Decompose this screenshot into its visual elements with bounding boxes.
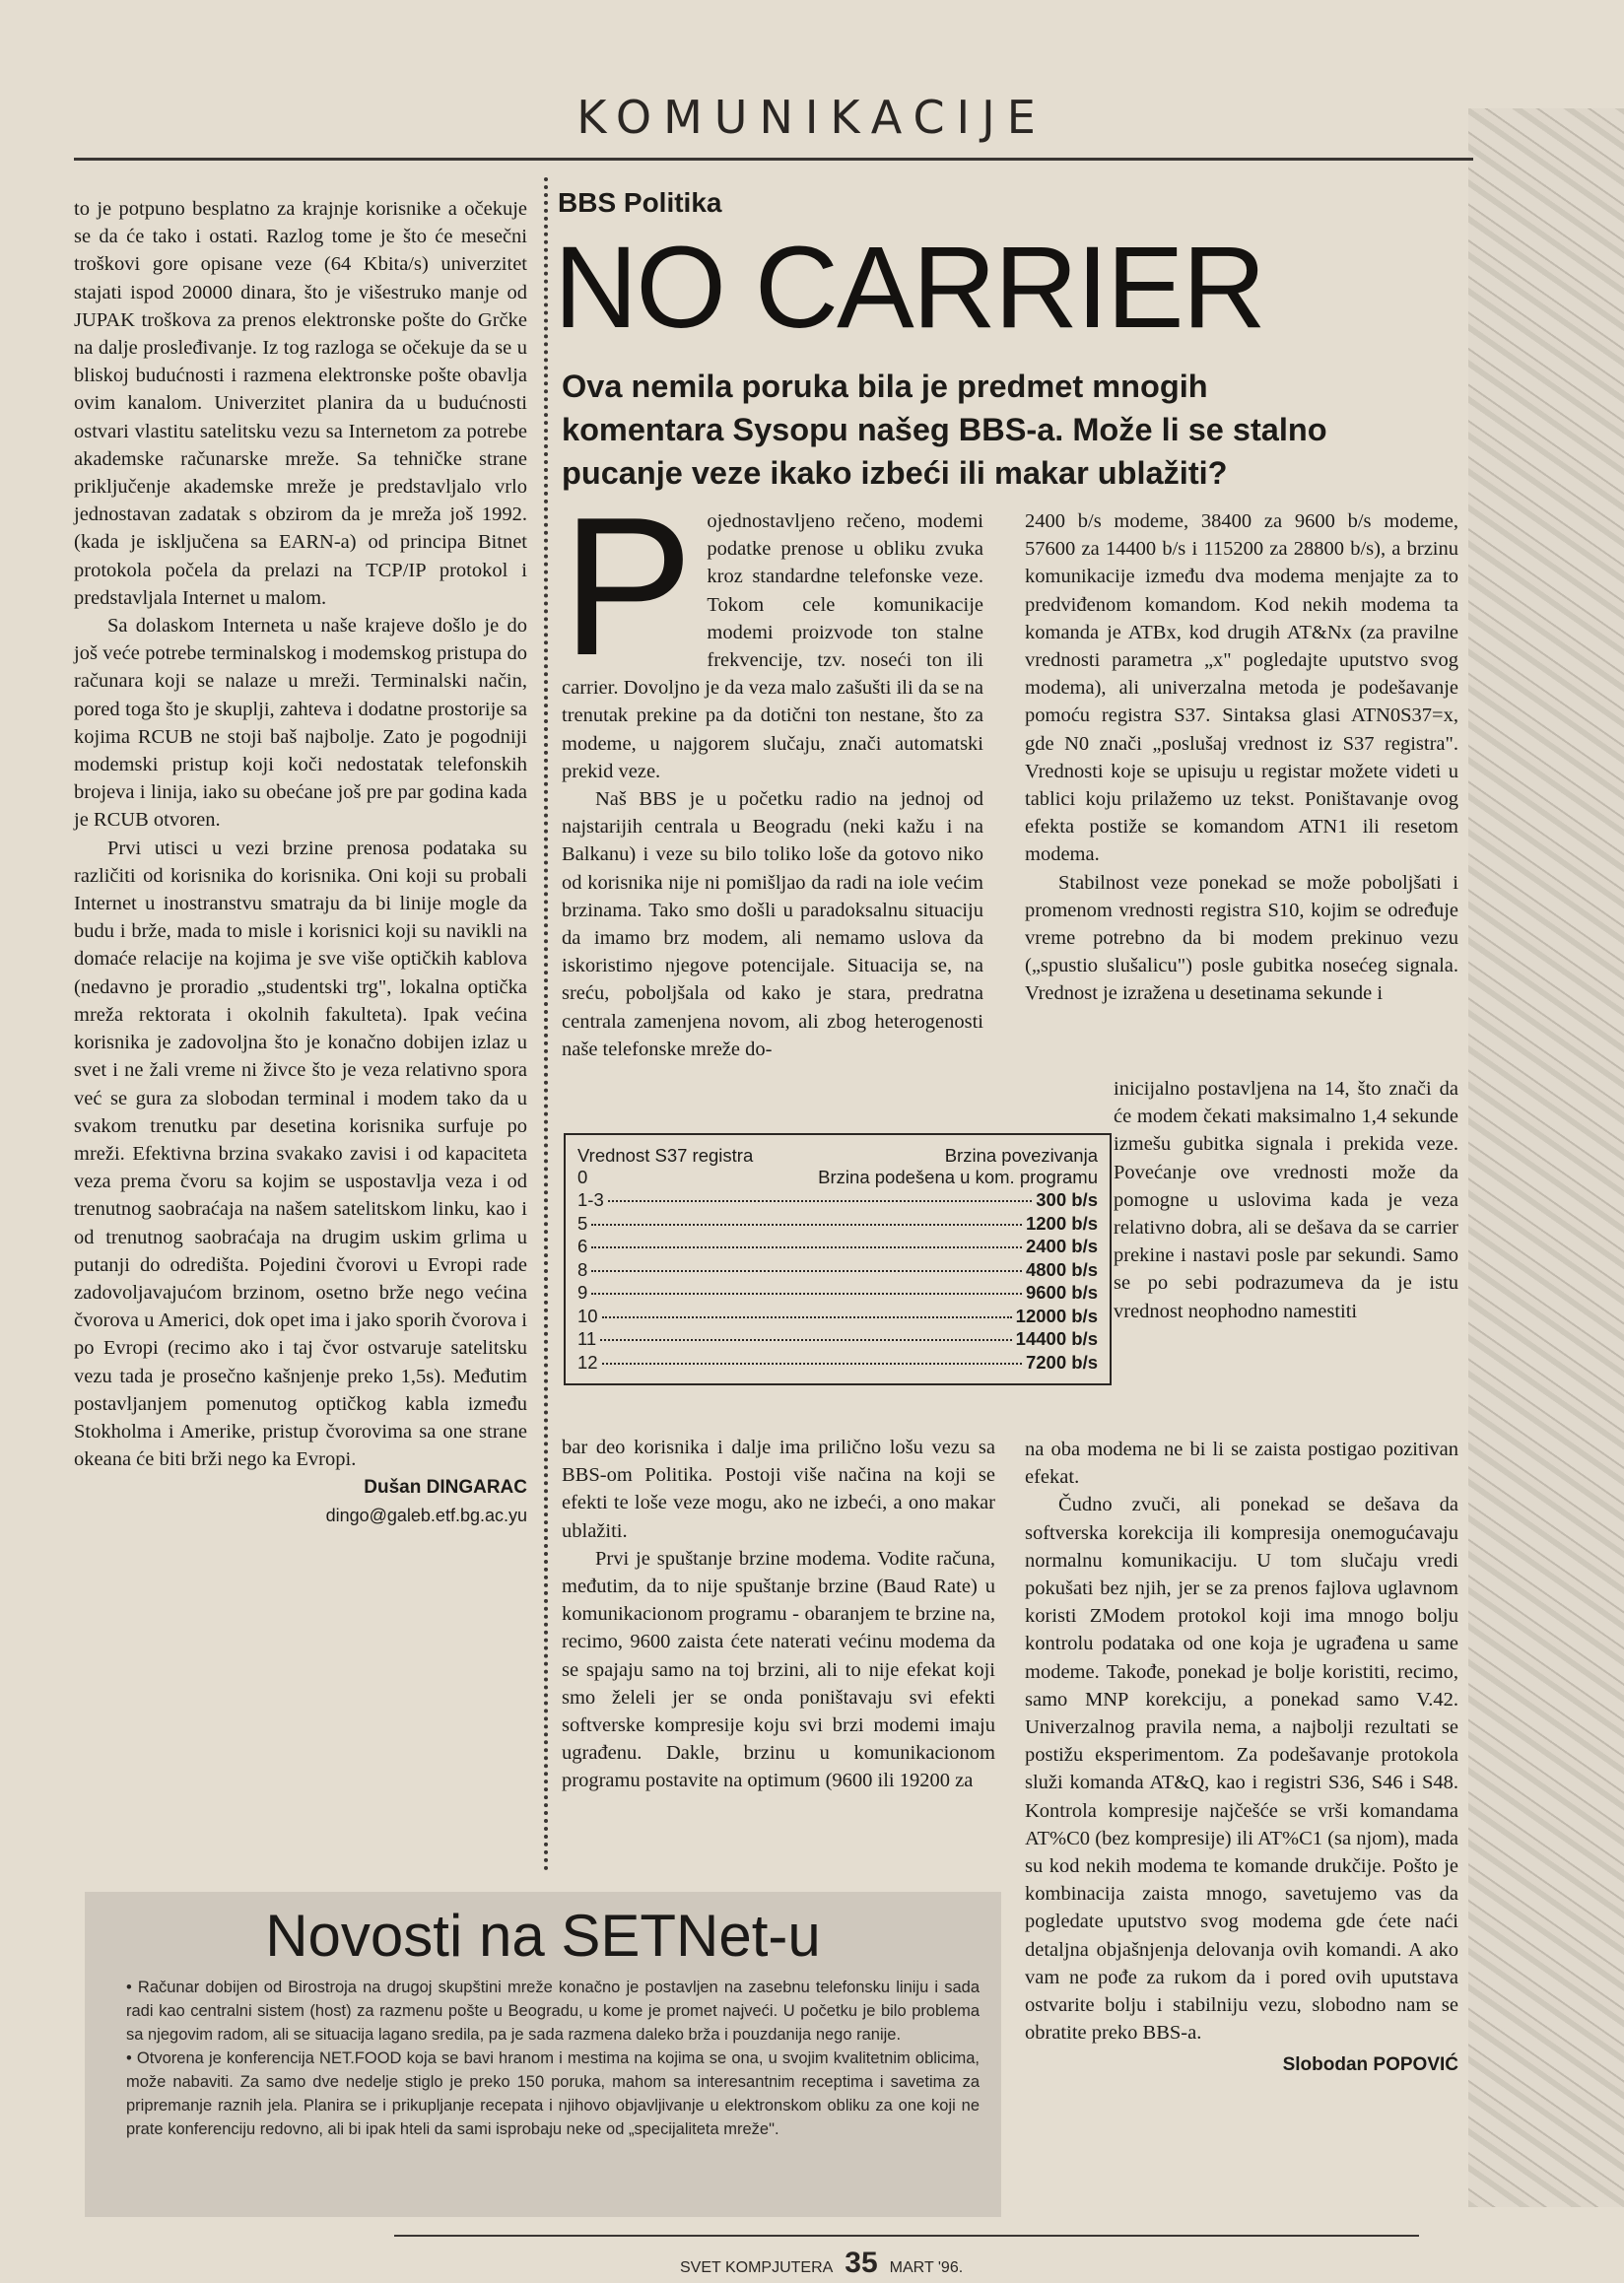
table-row-key: 1-3 bbox=[577, 1189, 604, 1210]
news-item: • Računar dobijen od Birostroja na drugoj skupštini mreže konačno je postavljen na zasebnu telefonsku liniju i sada radi kao centralni sistem (host) za razmenu pošte u Beogradu, u kome je promet najveći. U početku je bilo problema sa njegovim radom, ali se situacija lagano sredila, pa je sada razmena daleko brža i pouzdanija nego ranije. bbox=[126, 1979, 980, 2044]
article-paragraph: ojednostavljeno rečeno, modemi podatke prenose u obliku zvuka kroz standardne telefonske veze. Tokom cele komunikacije modemi proizvode ton stalne frekvencije, tzv. noseći ton ili carrier. Dovoljno je da veza malo zašušti ili da se na trenutak prekine pa da dotični ton nestane, što za modeme, u najgorem slučaju, znači automatski prekid veze. bbox=[562, 510, 983, 782]
article-paragraph: Prvi je spuštanje brzine modema. Vodite računa, međutim, da to nije spuštanje brzine (Baud Rate) u komunikacionom programu - obaranjem te brzine na, recimo, 9600 zaista ćete naterati većinu modema da se spajaju samo na toj brzini, ali to nije efekat koji smo želeli jer se onda poništavaju svi efekti softverske kompresije koju svi brzi modemi imaju ugrađenu. Dakle, brzinu u komunikacionom programu postavite na optimum (9600 ili 19200 za bbox=[562, 1547, 995, 1792]
table-row bbox=[577, 1235, 1098, 1258]
table-header-speed: Brzina povezivanja bbox=[944, 1145, 1098, 1166]
news-box bbox=[85, 1892, 1001, 2217]
s37-speed-table bbox=[564, 1133, 1112, 1385]
left-author-email: dingo@galeb.etf.bg.ac.yu bbox=[325, 1506, 527, 1526]
article-paragraph: 2400 b/s modeme, 38400 za 9600 b/s modeme, 57600 za 14400 b/s i 115200 za 28800 b/s), a brzinu komunikacije između dva modema menjajte za to predviđenom komandom. Kod nekih modema ta komanda je ATBx, kod drugih AT&Nx (za pravilne vrednosti parametra „x" pogledajte uputstvo svog modema), ali univerzalna metoda je podešavanje pomoću registra S37. Sintaksa glasi ATN0S37=x, gde N0 znači „poslušaj vrednost iz S37 registra". Vrednosti koje se upisuju u registar možete videti u tablici koju prilažemo uz tekst. Poništavanje ovog efekta postiže se komandom ATN1 ili resetom modema. bbox=[1025, 510, 1458, 866]
column-separator bbox=[544, 177, 548, 1872]
left-paragraph: Sa dolaskom Interneta u naše krajeve došlo je do još veće potrebe terminalskog i modemskog pristupa do računara koji se nalaze u mreži. Terminalski način, pored toga što je skuplji, zahteva i dodatne prostorije sa kojima RCUB ne stoji baš najbolje. Zato je pogodniji modemski pristup koji koči nedostatak telefonskih brojeva i linija, iako su obećane još pre par godina kada je RCUB otvoren. bbox=[74, 615, 527, 832]
decorative-side-strip bbox=[1468, 108, 1624, 2207]
article-section-label: BBS Politika bbox=[558, 187, 722, 218]
article-paragraph: bar deo korisnika i dalje ima prilično lošu vezu sa BBS-om Politika. Postoji više načina na koji se efekti te loše veze mogu, ako ne izbeći, a ono makar ublažiti. bbox=[562, 1437, 995, 1542]
table-row bbox=[577, 1351, 1098, 1375]
article-paragraph: Čudno zvuči, ali ponekad se dešava da softverska korekcija ili kompresija onemogućavaju normalnu komunikaciju. U tom slučaju vredi pokušati bez njih, jer se za prenos fajlova uglavnom koristi ZModem protokol koji ima mnogo bolju kontrolu podataka od one koja je ugrađena u same modeme. Takođe, ponekad je bolje koristiti, recimo, samo MNP korekciju, a ponekad samo V.42. Univerzalnog pravila nema, a najbolji rezultati se postižu eksperimentom. Za podešavanje protokola služi komanda AT&Q, kao i registri S36, S46 i S48. Kontrola kompresije najčešće se vrši komandama AT%C0 (bez kompresije) ili AT%C1 (sa njom), mada su kod nekih modema te komande drukčije. Pošto je kombinacija zaista mnogo, savetujemo vas da pogledate uputstvo svog modema gde ćete naći detaljna objašnjenja delovanja ovih komandi. A ako vam ne pođe za rukom da i pored ovih uputstava ostvarite bolju i stabilniju vezu, slobodno nam se obratite preko BBS-a. bbox=[1025, 1494, 1458, 2045]
table-row-value: 300 b/s bbox=[1036, 1189, 1098, 1210]
drop-cap: P bbox=[562, 477, 694, 697]
left-author: Dušan DINGARAC bbox=[364, 1477, 527, 1499]
table-row-key: 9 bbox=[577, 1282, 588, 1303]
table-row-value: 14400 b/s bbox=[1015, 1328, 1098, 1349]
article-headline: NO CARRIER bbox=[554, 223, 1264, 353]
article-paragraph: na oba modema ne bi li se zaista postigao pozitivan efekat. bbox=[1025, 1439, 1458, 1489]
table-row bbox=[577, 1188, 1098, 1212]
page-footer bbox=[680, 2247, 963, 2280]
table-row-key: 10 bbox=[577, 1305, 598, 1326]
article-column-2-top bbox=[1025, 507, 1458, 1008]
table-header-register: Vrednost S37 registra bbox=[577, 1145, 754, 1166]
table-row bbox=[577, 1258, 1098, 1282]
table-row bbox=[577, 1212, 1098, 1236]
table-row-value: 7200 b/s bbox=[1025, 1351, 1098, 1373]
left-paragraph: to je potpuno besplatno za krajnje korisnike a očekuje se da će tako i ostati. Razlog tome je što će mesečni troškovi gore opisane veze (64 Kbita/s) univerzitet stajati ispod 20000 dinara, što je višestruko manje od JUPAK troškova za prenos elektronske pošte do Grčke na dalje prosleđivanje. Iz tog razloga se očekuje da se u bliskoj budućnosti i razmena elektronske pošte obavlja ovim kanalom. Univerzitet planira da u budućnosti ostvari vlastitu satelitsku vezu sa Internetom za potrebe akademske računarske mreže. Sa tehničke strane priključenje akademske mreže je predstavljalo vrlo jednostavan zadatak s obzirom da je mreža još 1992. (kada je isključena sa EARN-a) od principa Bitnet protokola počela da prelazi na TCP/IP protokol i predstavljala Internet u malom. bbox=[74, 198, 527, 609]
article-paragraph: inicijalno postavljena na 14, što znači da će modem čekati maksimalno 1,4 sekunde izmešu gubitka signala i prekida veze. Povećanje ove vrednosti može da pomogne u uslovima kada je veza relativno dobra, ali se dešava da se carrier prekine i nastavi posle par sekundi. Samo se po sebi podrazumeva da je istu vrednost neophodno namestiti bbox=[1114, 1078, 1458, 1322]
table-row-key: 11 bbox=[577, 1328, 597, 1349]
left-paragraph: Prvi utisci u vezi brzine prenosa podataka su različiti od korisnika do korisnika. Oni koji su probali Internet u inostranstvu smatraju da bi linije mogle da budu i brže, mada to misle i korisnici koji su navikli na domaće relacije na kojima je sve više optičkih kablova (nedavno je proradio „studentski trg", lokalna optička mreža rektorata i okolnih fakulteta). Ipak većina korisnika je zadovoljna što je konačno dobijen izlaz u svet i ne žali vreme ni živce što je veza relativno spora već se gura za slobodan terminal i modem tako da u svakom trenutku par desetina korisnika surfuje po mreži. Efektivna brzina svakako zavisi i od kapaciteta veza prema čvoru sa kojim se uspostavlja veza i od trenutnog saobraćaja na našem satelitskom linku, kao i od trenutnog saobraćaja na drugim uskim grlima u putanji do odredišta. Pojedini čvorovi u Evropi rade zadovoljavajućom brzinom, osetno brže nego većina čvorova u Americi, dok opet ima i jako sporih čvorova i po Evropi (recimo ako i taj čvor ostvaruje satelitsku vezu tada je prosečno kašnjenje preko 1,5s). Međutim postavljanjem pomenutog optičkog kabla između Stokholma i Amerike, pristup čvorovima sa one strane okeana će biti brži nego ka Evropi. bbox=[74, 837, 527, 1471]
table-row-value: 4800 b/s bbox=[1025, 1258, 1098, 1280]
table-row-value: Brzina podešena u kom. programu bbox=[818, 1167, 1098, 1187]
article-lead: Ova nemila poruka bila je predmet mnogih komentara Sysopu našeg BBS-a. Može li se stalno pucanje veze ikako izbeći ili makar ublažiti? bbox=[562, 369, 1327, 491]
article-paragraph: Naš BBS je u početku radio na jednoj od najstarijih centrala u Beogradu (neki kažu i na Balkanu) i veze su bilo toliko loše da gotovo niko od korisnika nije ni pomišljao da radi na iole većim brzinama. Tako smo došli u paradoksalnu situaciju da imamo brz modem, ali nemamo uslova da iskoristimo njegove potencijale. Situacija se, na sreću, poboljšala od kako je stara, predratna centrala zamenjena novom, ali zbog heterogenosti naše telefonske mreže do- bbox=[562, 788, 983, 1060]
article-column-1-top bbox=[562, 477, 983, 1063]
footer-rule bbox=[394, 2235, 1419, 2237]
news-item: • Otvorena je konferencija NET.FOOD koja se bavi hranom i mestima na kojima se ona, u svojim kvalitetnim oblicima, može nabaviti. Za samo dve nedelje stiglo je preko 150 poruka, mahom sa interesantnim receptima i savetima za pripremanje raznih jela. Planira se i prikupljanje recepata i njihovo objavljivanje u elektronskom obliku za one koji ne prate konferenciju redovno, ali bi ipak hteli da sami isprobaju neke od „specijaliteta mreže". bbox=[126, 2049, 980, 2138]
article-column-1-bottom bbox=[562, 1434, 995, 1795]
footer-page-number: 35 bbox=[845, 2247, 878, 2279]
left-column bbox=[74, 195, 527, 1528]
table-row-value: 12000 b/s bbox=[1015, 1305, 1098, 1326]
article-paragraph: Stabilnost veze ponekad se može poboljšati i promenom vrednosti registra S10, kojim se određuje vreme potrebno da bi modem prekinuo vezu („spustio slušalicu") posle gubitka nosećeg signala. Vrednost je izražena u desetinama sekunde i bbox=[1025, 871, 1458, 1005]
table-row-value: 9600 b/s bbox=[1025, 1282, 1098, 1303]
table-row-key: 12 bbox=[577, 1351, 598, 1373]
table-row-key: 0 bbox=[577, 1167, 588, 1187]
footer-issue: MART '96. bbox=[889, 2259, 964, 2276]
section-header: KOMUNIKACIJE bbox=[576, 91, 1048, 144]
table-row bbox=[577, 1305, 1098, 1328]
article-column-2-side bbox=[1114, 1075, 1458, 1325]
article-author: Slobodan POPOVIĆ bbox=[1282, 2054, 1458, 2076]
footer-magazine: SVET KOMPJUTERA bbox=[680, 2259, 834, 2276]
article-column-2-bottom bbox=[1025, 1436, 1458, 2080]
table-row bbox=[577, 1327, 1098, 1351]
news-title: Novosti na SETNet-u bbox=[265, 1903, 821, 1969]
table-row-value: 2400 b/s bbox=[1025, 1236, 1098, 1256]
table-row-key: 8 bbox=[577, 1258, 588, 1280]
table-row-key: 5 bbox=[577, 1212, 588, 1234]
table-row bbox=[577, 1281, 1098, 1305]
table-row-value: 1200 b/s bbox=[1025, 1212, 1098, 1234]
header-rule bbox=[74, 158, 1473, 161]
table-row-key: 6 bbox=[577, 1236, 588, 1256]
